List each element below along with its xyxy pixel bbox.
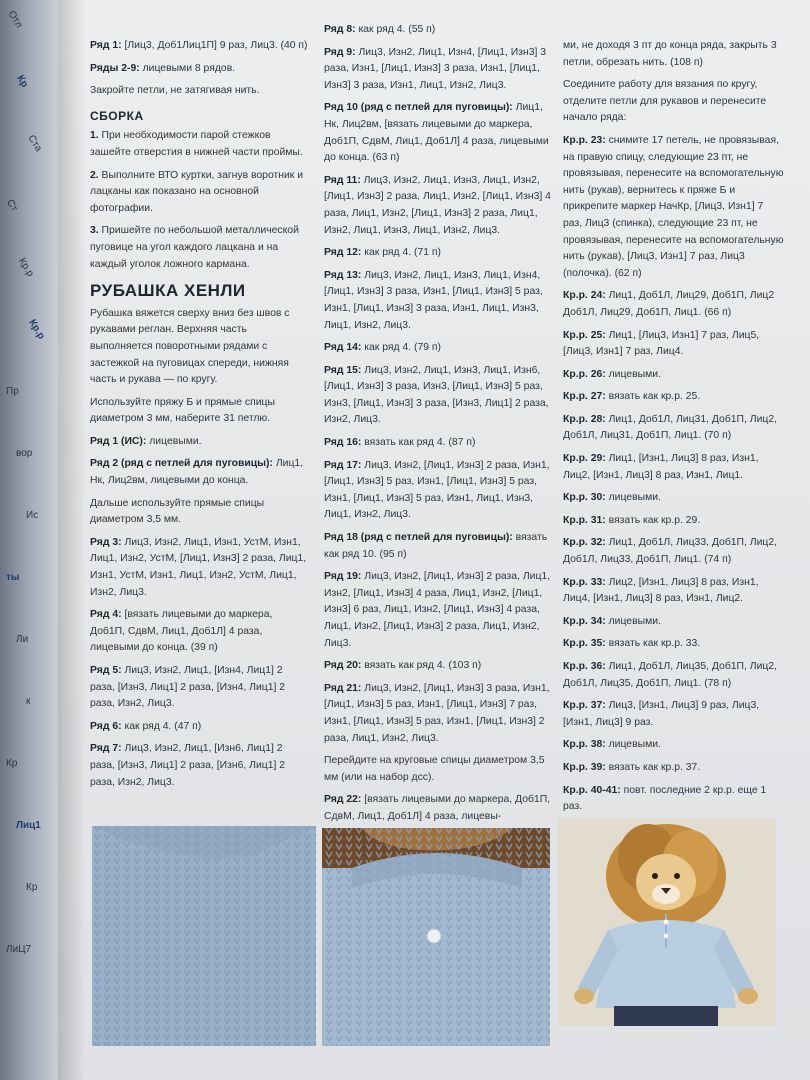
instruction-paragraph (563, 760, 785, 777)
row-text: Лиц1, Нк, Лиц2вм, лицевыми до конца. (90, 458, 304, 487)
row-text: Лиц3, Изн2, [Лиц1, Изн3] 2 раза, Изн1, [Лиц1, Изн3] 5 раз, Изн1, [Лиц1, Изн3] 5 раз, Изн1, [Лиц1, Изн3] 5 раз, Изн1, Лиц1, Изн3, Лиц1, Изн2, Лиц3. (324, 459, 550, 521)
instruction-paragraph (90, 38, 310, 55)
row-text: Лиц3, Изн2, [Лиц1, Изн3] 3 раза, Изн1, [Лиц1, Изн3] 5 раз, Изн1, [Лиц1, Изн3] 7 раз, Изн1, [Лиц1, Изн3] 5 раз, Изн1, [Лиц1, Изн3] 2 раза, Лиц1, Изн2, Лиц3. (324, 682, 550, 744)
row-label: Ряд 20: (324, 660, 362, 672)
instruction-paragraph (563, 328, 785, 361)
row-text: Лиц3, Изн2, Лиц1, [Изн6, Лиц1] 2 раза, [Изн3, Лиц1] 2 раза, [Изн6, Лиц1] 2 раза, Изн2, Лиц3. (90, 743, 286, 788)
left-page-fragment: Кр (26, 882, 38, 893)
row-label: Кр.р. 39: (563, 761, 606, 773)
row-text: Лиц3, Изн2, Лиц1, [Изн4, Лиц1] 2 раза, [Изн3, Лиц1] 2 раза, [Изн4, Лиц1] 2 раза, Изн2, Лиц3. (90, 665, 286, 710)
row-text: лицевыми 8 рядов. (139, 62, 236, 74)
row-label: Ряд 1: (90, 40, 122, 51)
row-label: Ряд 8: (324, 24, 356, 35)
instruction-paragraph (563, 133, 785, 282)
instruction-paragraph (563, 367, 785, 384)
instruction-paragraph (563, 614, 785, 631)
photo-knit-back (92, 826, 316, 1046)
row-text: Лиц3, Изн2, Лиц1, Изн3, Лиц1, Изн4, [Лиц1, Изн3] 3 раза, Изн1, [Лиц1, Изн3] 5 раз, Изн1, [Лиц1, Изн3] 3 раза, Изн1, Лиц1, Изн3, Лиц1, Изн2, Лиц3. (324, 269, 543, 331)
left-page-fragment: Ли (16, 634, 29, 645)
row-text: вязать как ряд 4. (87 п) (361, 437, 476, 449)
left-page-fragment: к (26, 696, 31, 707)
row-label: Ряд 17: (324, 459, 362, 471)
row-text: Рубашка вяжется сверху вниз без швов с рукавами реглан. Верхняя часть выполняется поворотными рядами с застежкой на пуговицах спереди, нижняя часть и рукава — по кругу. (90, 307, 290, 386)
row-label: Ряд 11: (324, 174, 361, 186)
row-text: снимите 17 петель, не провязывая, на правую спицу, следующие 23 пт, не провязывая, перенесите на вспомогательную нить (рукав), вернитесь к пряже Б и прикрепите маркер НачКр, [Лиц3, Изн1] 7 раз, Лиц3 (спинка), следующие 23 пт, не провязывая, перенесите на вспомогательную нить (рукав), [Лиц3, Изн1] 7 раз, Лиц3 (полочка). (62 п) (563, 134, 784, 279)
instruction-paragraph (324, 569, 556, 652)
row-text: ми, не доходя 3 пт до конца ряда, закрыть 3 петли, обрезать нить. (108 п) (563, 40, 777, 68)
left-page-fragment: Ис (26, 510, 39, 521)
row-label: Ряд 10 (ряд с петлей для пуговицы): (324, 102, 513, 114)
row-label: Кр.р. 33: (563, 576, 606, 588)
left-page-fragment: Ст (4, 197, 20, 214)
photo-knit-front (322, 828, 550, 1046)
row-label: Кр.р. 31: (563, 514, 606, 526)
row-label: 2. (90, 169, 99, 181)
row-label: Кр.р. 40-41: (563, 784, 621, 796)
instruction-paragraph (563, 783, 785, 816)
row-label: Ряд 18 (ряд с петлей для пуговицы): (324, 532, 513, 544)
row-text: Лиц3, [Изн1, Лиц3] 9 раз, Лиц3, [Изн1, Лиц3] 9 раз. (563, 700, 760, 728)
row-text: лицевыми. (605, 368, 661, 380)
left-page-fragment: Ста (25, 133, 44, 154)
row-text: лицевыми. (605, 492, 661, 504)
row-text: Лиц3, Изн2, Лиц1, Изн3, Лиц1, Изн2, [Лиц1, Изн3] 2 раза, Лиц1, Изн2, [Лиц1, Изн3] 4 раза, Лиц1, Изн2, [Лиц1, Изн3] 2 раза, Лиц1, Изн2, Лиц1, Изн3, Лиц1, Изн2, Лиц3. (324, 174, 551, 236)
instruction-paragraph (563, 77, 785, 127)
instruction-paragraph (563, 288, 785, 321)
row-text: Лиц1, [Лиц3, Изн1] 7 раз, Лиц5, [Лиц3, Изн1] 7 раз, Лиц4. (563, 329, 760, 358)
row-label: Кр.р. 29: (563, 453, 606, 465)
instruction-paragraph (90, 607, 310, 657)
row-label: Ряд 6: (90, 720, 122, 732)
row-label: Ряд 4: (90, 609, 122, 621)
instruction-paragraph (90, 496, 310, 529)
row-label: Кр.р. 38: (563, 739, 606, 751)
left-page-fragment: Лиц1 (16, 820, 41, 831)
instruction-paragraph (324, 245, 556, 262)
row-label: Кр.р. 30: (563, 492, 606, 504)
row-text: лицевыми. (605, 739, 661, 751)
row-text: вязать как ряд 10. (95 п) (324, 532, 548, 560)
row-label: Ряд 3: (90, 536, 122, 548)
instruction-paragraph (90, 306, 310, 389)
row-label: Ряд 19: (324, 571, 362, 583)
row-text: вязать как кр.р. 37. (605, 761, 701, 773)
row-text: как ряд 4. (47 п) (121, 720, 202, 732)
row-label: Ряды 2-9: (90, 62, 140, 74)
row-text: Лиц3, Изн2, [Лиц1, Изн3] 2 раза, Лиц1, Изн2, [Лиц1, Изн3] 4 раза, Лиц1, Изн2, [Лиц1, Изн3] 6 раз, Лиц1, Изн2, [Лиц1, Изн3] 4 раза, Лиц1, Изн2, [Лиц1, Изн3] 2 раза, Лиц1, Изн2, Лиц3. (324, 571, 551, 649)
text-column-2 (324, 22, 556, 832)
instruction-paragraph (563, 659, 785, 692)
left-page-fragment: ты (6, 572, 20, 583)
left-page-edge (0, 0, 58, 1080)
row-text: Лиц3, Изн2, Лиц1, Изн4, [Лиц1, Изн3] 3 раза, Изн1, [Лиц1, Изн3] 3 раза, Изн1, [Лиц1, Изн3] 3 раза, Изн1, Лиц1, Изн2, Лиц3. (324, 46, 547, 91)
instruction-paragraph (324, 340, 556, 357)
row-label: Кр.р. 27: (563, 391, 606, 403)
instruction-paragraph (324, 173, 556, 239)
instruction-paragraph (90, 719, 310, 736)
row-text: При необходимости парой стежков зашейте отверстия в нижней части проймы. (90, 130, 303, 158)
instruction-paragraph (90, 223, 310, 273)
row-text: вязать как ряд 4. (103 п) (361, 660, 482, 672)
row-text: Лиц1, [Изн1, Лиц3] 8 раз, Изн1, Лиц2, [Изн1, Лиц3] 8 раз, Изн1, Лиц1. (563, 453, 759, 481)
row-label: 1. (90, 130, 99, 142)
row-text: как ряд 4. (79 п) (361, 342, 442, 354)
section-heading: СБОРКА (90, 108, 144, 123)
instruction-paragraph (90, 741, 310, 791)
instruction-paragraph (324, 363, 556, 429)
instruction-paragraph (563, 490, 785, 507)
instruction-paragraph (90, 535, 310, 601)
row-label: Кр.р. 34: (563, 615, 606, 627)
row-text: вязать как кр.р. 33. (605, 638, 701, 650)
row-text: как ряд 4. (71 п) (361, 247, 442, 259)
row-text: [вязать лицевыми до маркера, Доб1П, СдвМ, Лиц1, Доб1Л] 4 раза, лицевыми до конца. (39 п) (90, 609, 273, 654)
instruction-paragraph (90, 128, 310, 161)
instruction-paragraph (324, 268, 556, 334)
button-icon (427, 929, 441, 943)
instruction-paragraph (563, 575, 785, 608)
instruction-paragraph (90, 663, 310, 713)
instruction-paragraph (90, 395, 310, 428)
row-label: Кр.р. 37: (563, 700, 606, 712)
instruction-paragraph (90, 83, 310, 100)
row-text: Закройте петли, не затягивая нить. (90, 85, 260, 97)
photo-lion-toy (558, 818, 776, 1026)
row-label: Ряд 1 (ИС): (90, 435, 147, 447)
pattern-title: РУБАШКА ХЕНЛИ (90, 281, 246, 301)
instruction-paragraph (324, 22, 556, 39)
row-text: как ряд 4. (55 п) (355, 24, 436, 35)
row-label: Кр.р. 23: (563, 134, 606, 146)
row-label: Ряд 5: (90, 665, 122, 676)
instruction-paragraph (563, 535, 785, 568)
lion-toy-illustration (558, 818, 776, 1026)
row-label: Кр.р. 24: (563, 290, 606, 302)
row-label: Кр.р. 26: (563, 368, 606, 380)
row-text: [вязать лицевыми до маркера, Доб1П, СдвМ, Лиц1, Доб1Л] 4 раза, лицевы- (324, 794, 551, 822)
row-label: Ряд 12: (324, 247, 362, 259)
instruction-paragraph (563, 412, 785, 445)
row-label: Ряд 9: (324, 46, 356, 58)
left-page-fragment: Кр.р (15, 256, 36, 279)
instruction-paragraph (324, 45, 556, 95)
instruction-paragraph (324, 458, 556, 524)
left-page-fragment: ЛиЦ7 (6, 944, 32, 955)
instruction-paragraph (324, 658, 556, 675)
instruction-paragraph (563, 698, 785, 731)
instruction-paragraph (324, 435, 556, 452)
row-label: Кр.р. 32: (563, 537, 606, 549)
row-text: Лиц1, Нк, Лиц2вм, [вязать лицевыми до маркера, Доб1П, СдвМ, Лиц1, Доб1Л] 4 раза, лицевыми до конца. (63 п) (324, 102, 549, 164)
row-text: Пришейте по небольшой металлической пуговице на угол каждого лацкана и на каждый уголок ложного кармана. (90, 225, 299, 270)
instruction-paragraph (324, 100, 556, 166)
left-page-fragment: Отл (5, 8, 25, 31)
instruction-paragraph (324, 792, 556, 825)
instruction-paragraph (563, 513, 785, 530)
row-text: Лиц1, Доб1Л, Лиц31, Доб1П, Лиц2, Доб1Л, Лиц31, Доб1П, Лиц1. (70 п) (563, 413, 778, 442)
row-label: Ряд 2 (ряд с петлей для пуговицы): (90, 458, 273, 470)
row-text: Перейдите на круговые спицы диаметром 3,5 мм (или на набор дсс). (324, 755, 545, 783)
instruction-paragraph (90, 168, 310, 218)
row-text: [Лиц3, Доб1Лиц1П] 9 раз, Лиц3. (40 п) (121, 40, 308, 51)
text-column-1 (90, 38, 310, 797)
knit-texture-back (92, 826, 316, 1046)
row-text: Лиц3, Изн2, Лиц1, Изн1, УстМ, Изн1, Лиц1, Изн2, УстМ, [Лиц1, Изн3] 2 раза, Лиц1, Изн1, УстМ, Изн1, Лиц1, Изн2, УстМ, Лиц1, Изн2, Лиц3. (90, 536, 307, 598)
left-page-fragment: Кр (6, 758, 18, 769)
instruction-paragraph (563, 636, 785, 653)
row-text: лицевыми. (605, 615, 661, 627)
text-column-3 (563, 38, 785, 884)
instruction-paragraph (90, 456, 310, 489)
row-text: лицевыми. (146, 435, 202, 447)
row-label: Кр.р. 28: (563, 413, 606, 425)
row-label: 3. (90, 225, 99, 237)
row-label: Кр.р. 36: (563, 661, 606, 672)
row-text: Лиц3, Изн2, Лиц1, Изн3, Лиц1, Изн6, [Лиц1, Изн3] 3 раза, Изн3, [Лиц1, Изн3] 5 раз, Изн3, [Лиц1, Изн3] 3 раза, [Изн3, Лиц1] 2 раза, Изн2, Лиц3. (324, 364, 549, 426)
row-label: Ряд 14: (324, 342, 362, 354)
row-text: вязать как кр.р. 29. (605, 514, 701, 526)
row-text: повт. последние 2 кр.р. еще 1 раз. (563, 784, 767, 813)
lion-face-icon (636, 854, 696, 910)
row-label: Ряд 15: (324, 364, 362, 376)
row-text: Соедините работу для вязания по кругу, отделите петли для рукавов и перенесите начало ряда: (563, 79, 767, 124)
row-text: Лиц1, Доб1Л, Лиц29, Доб1П, Лиц2 Доб1Л, Лиц29, Доб1П, Лиц1. (66 п) (563, 290, 775, 318)
row-label: Кр.р. 35: (563, 638, 606, 650)
left-page-fragment: Кр.р (26, 317, 47, 342)
row-text: Лиц2, [Изн1, Лиц3] 8 раз, Изн1, Лиц4, [Изн1, Лиц3] 8 раз, Изн1, Лиц2. (563, 576, 759, 605)
knit-texture-front (322, 828, 550, 1046)
instruction-paragraph (324, 530, 556, 563)
page-gutter-shadow (58, 0, 86, 1080)
row-label: Ряд 13: (324, 269, 362, 281)
instruction-paragraph (324, 681, 556, 747)
row-label: Кр.р. 25: (563, 329, 606, 341)
row-text: вязать как кр.р. 25. (605, 391, 701, 403)
instruction-paragraph (563, 737, 785, 754)
left-page-fragment: вор (16, 448, 33, 459)
instruction-paragraph (563, 451, 785, 484)
row-text: Лиц1, Доб1Л, Лиц35, Доб1П, Лиц2, Доб1Л, Лиц35, Доб1П, Лиц1. (78 п) (563, 661, 778, 689)
instruction-paragraph (563, 38, 785, 71)
row-text: Выполните ВТО куртки, загнув воротник и лацканы как показано на основной фотографии. (90, 169, 304, 214)
row-label: Ряд 7: (90, 743, 122, 755)
row-text: Используйте пряжу Б и прямые спицы диаметром 3 мм, наберите 31 петлю. (90, 396, 275, 425)
left-page-fragment: Пр (6, 386, 19, 397)
row-label: Ряд 16: (324, 437, 362, 449)
instruction-paragraph (90, 61, 310, 78)
row-label: Ряд 21: (324, 682, 362, 694)
instruction-paragraph (563, 389, 785, 406)
left-page-fragment: Кр (14, 73, 31, 90)
row-label: Ряд 22: (324, 794, 362, 806)
row-text: Лиц1, Доб1Л, Лиц33, Доб1П, Лиц2, Доб1Л, Лиц33, Доб1П, Лиц1. (74 п) (563, 537, 778, 566)
instruction-paragraph (324, 753, 556, 786)
instruction-paragraph (90, 434, 310, 451)
row-text: Дальше используйте прямые спицы диаметром 3,5 мм. (90, 497, 265, 526)
